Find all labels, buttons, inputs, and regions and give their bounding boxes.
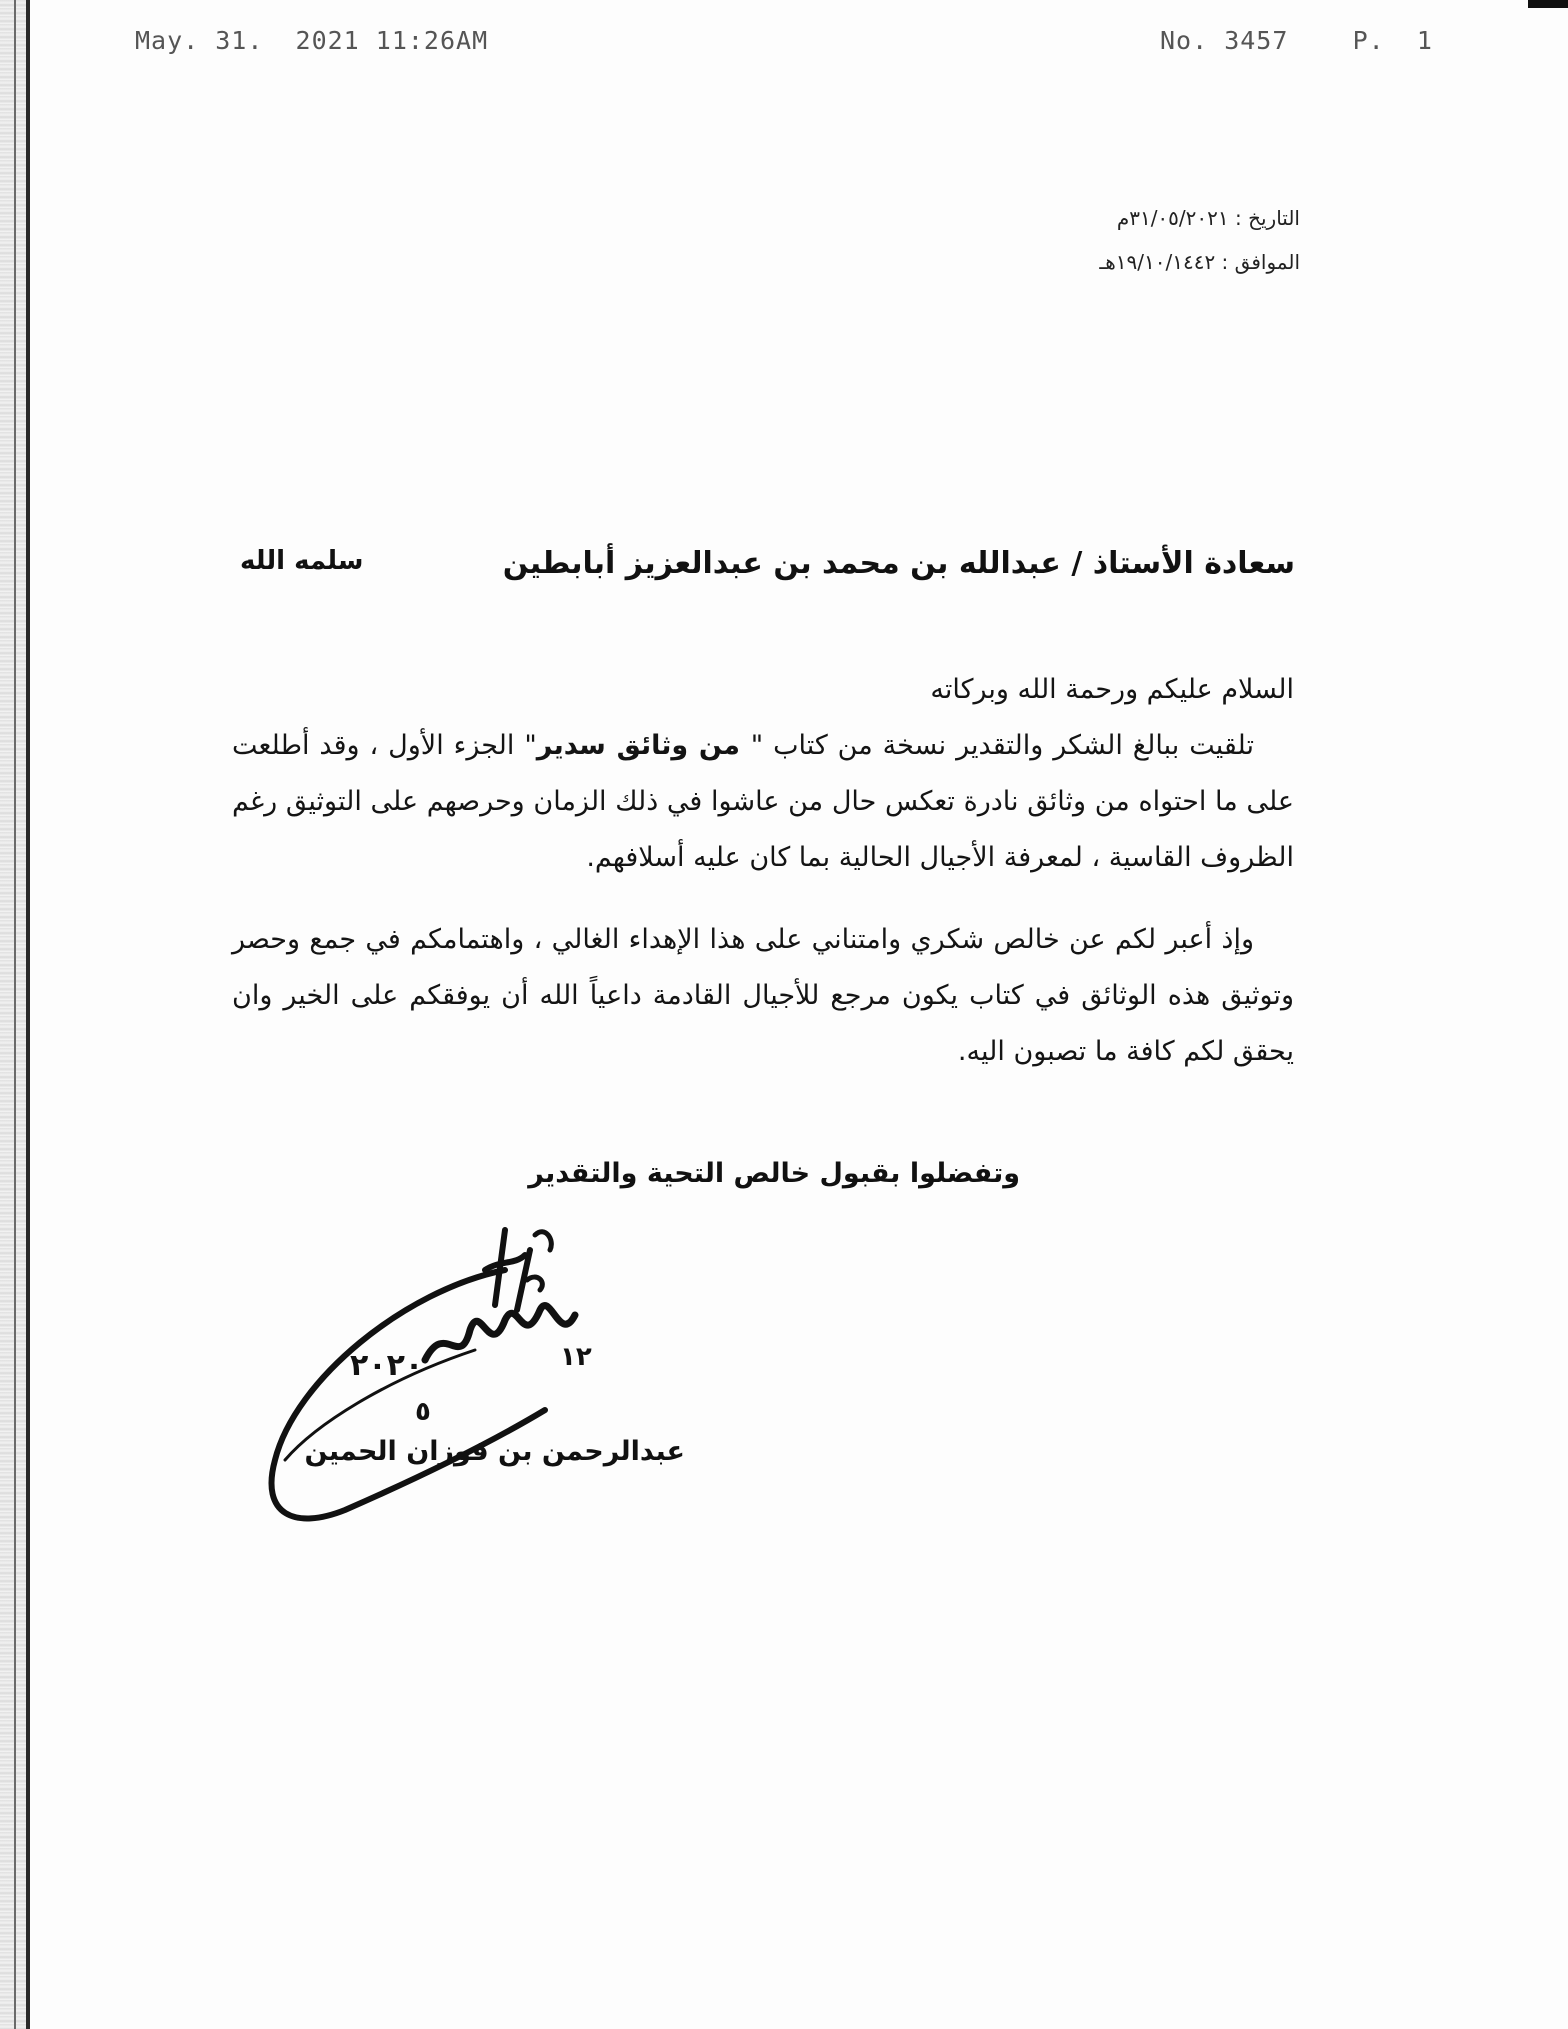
svg-text:٥: ٥ [415, 1397, 431, 1427]
paragraph-1 [232, 718, 1294, 886]
closing-line: وتفضلوا بقبول خالص التحية والتقدير [528, 1158, 1020, 1189]
svg-text:١٢: ١٢ [560, 1342, 592, 1372]
handwritten-signature [255, 1210, 715, 1570]
gregorian-date: التاريخ : ٣١/٠٥/٢٠٢١م [1116, 206, 1300, 230]
handwritten-date: ٢٠٢٠ [350, 1348, 424, 1383]
scan-edge-border [26, 0, 30, 2029]
addressee-honorific: سلمه الله [240, 546, 364, 576]
paragraph-1-start: تلقيت ببالغ الشكر والتقدير نسخة من كتاب " [750, 730, 1254, 761]
letter-body [232, 662, 1294, 1080]
corner-mark [1528, 0, 1568, 8]
date-block [1040, 196, 1300, 284]
addressee-line [240, 546, 1295, 596]
signer-name: عبدالرحمن بن فوزان الحمين [304, 1436, 685, 1467]
paragraph-2: وإذ أعبر لكم عن خالص شكري وامتناني على هذا الإهداء الغالي ، واهتمامكم في جمع وحصر وتوثيق هذه الوثائق في كتاب يكون مرجع للأجيال القادمة داعياً الله أن يوفقكم على الخير وان يحقق لكم كافة ما تصبون اليه. [232, 924, 1294, 1067]
scan-edge-line [14, 0, 16, 2029]
book-title: من وثائق سدير [536, 730, 751, 761]
greeting: السلام عليكم ورحمة الله وبركاته [930, 674, 1294, 705]
fax-page-number: No. 3457 P. 1 [1160, 26, 1433, 55]
fax-timestamp: May. 31. 2021 11:26AM [135, 26, 489, 55]
addressee-name: سعادة الأستاذ / عبدالله بن محمد بن عبدالعزيز أبابطين [502, 546, 1295, 581]
paragraph-1-end: " الجزء الأول ، وقد أطلعت على ما احتواه من وثائق نادرة تعكس حال من عاشوا في ذلك الزمان وحرصهم على التوثيق رغم الظروف القاسية ، لمعرفة الأجيال الحالية بما كان عليه أسلافهم. [232, 730, 1294, 873]
hijri-date: الموافق : ١٩/١٠/١٤٤٢هـ [1099, 250, 1300, 274]
